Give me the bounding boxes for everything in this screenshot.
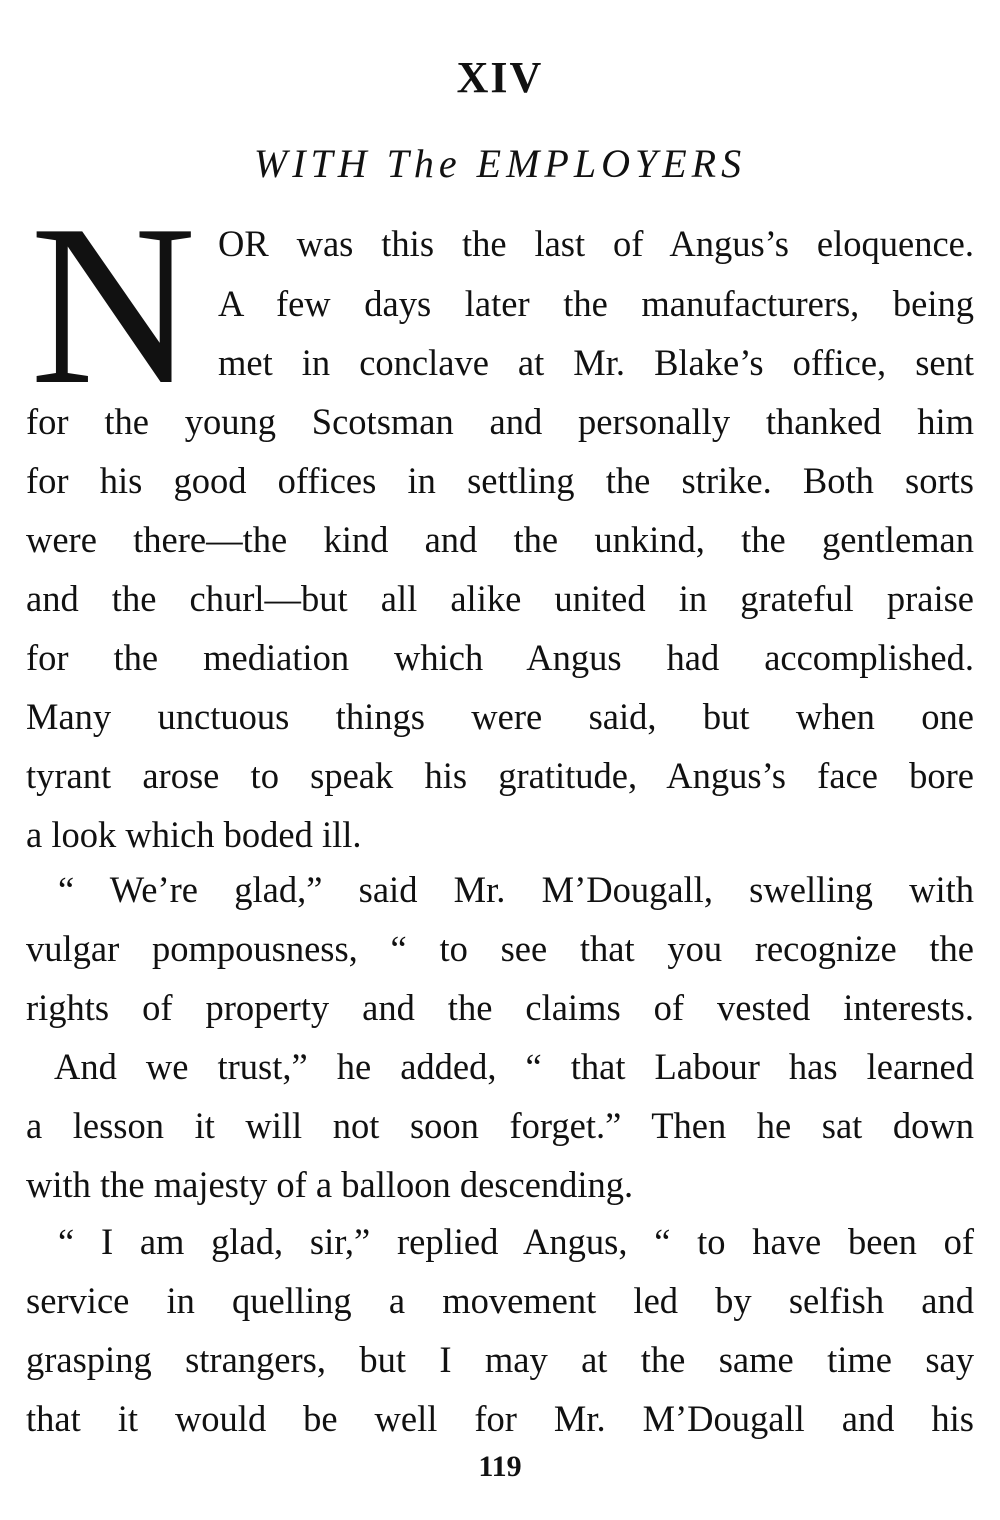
text-line: “ We’re glad,” said Mr. M’Dougall, swelling with <box>58 869 974 910</box>
drop-cap: N <box>30 177 197 432</box>
text-line: for the young Scotsman and personally thanked him <box>26 401 974 442</box>
text-line: service in quelling a movement led by selfish and <box>26 1280 974 1321</box>
text-line: And we trust,” he added, “ that Labour has learned <box>54 1046 974 1087</box>
text-line: that it would be well for Mr. M’Dougall and his <box>26 1398 974 1439</box>
text-line: for the mediation which Angus had accomplished. <box>26 637 974 678</box>
chapter-number: XIV <box>456 53 544 102</box>
text-line: were there—the kind and the unkind, the gentleman <box>26 519 974 560</box>
text-line: a lesson it will not soon forget.” Then he sat down <box>26 1105 974 1146</box>
text-line: vulgar pompousness, “ to see that you recognize the <box>26 928 974 969</box>
text-line: grasping strangers, but I may at the same time say <box>26 1339 974 1380</box>
text-line: a look which boded ill. <box>26 814 362 855</box>
chapter-title: WITH The EMPLOYERS <box>253 141 747 186</box>
text-line: “ I am glad, sir,” replied Angus, “ to have been of <box>58 1221 974 1262</box>
text-line: tyrant arose to speak his gratitude, Angus’s face bore <box>26 755 974 796</box>
page-number: 119 <box>478 1450 522 1483</box>
text-line: Many unctuous things were said, but when one <box>26 696 974 737</box>
text-line: A few days later the manufacturers, being <box>218 283 974 324</box>
text-line: and the churl—but all alike united in grateful praise <box>26 578 974 619</box>
text-line: for his good offices in settling the strike. Both sorts <box>26 460 974 501</box>
text-line: with the majesty of a balloon descending. <box>26 1164 634 1205</box>
text-line: OR was this the last of Angus’s eloquence. <box>218 223 974 264</box>
text-line: rights of property and the claims of vested interests. <box>26 987 974 1028</box>
text-line: met in conclave at Mr. Blake’s office, sent <box>218 342 974 383</box>
